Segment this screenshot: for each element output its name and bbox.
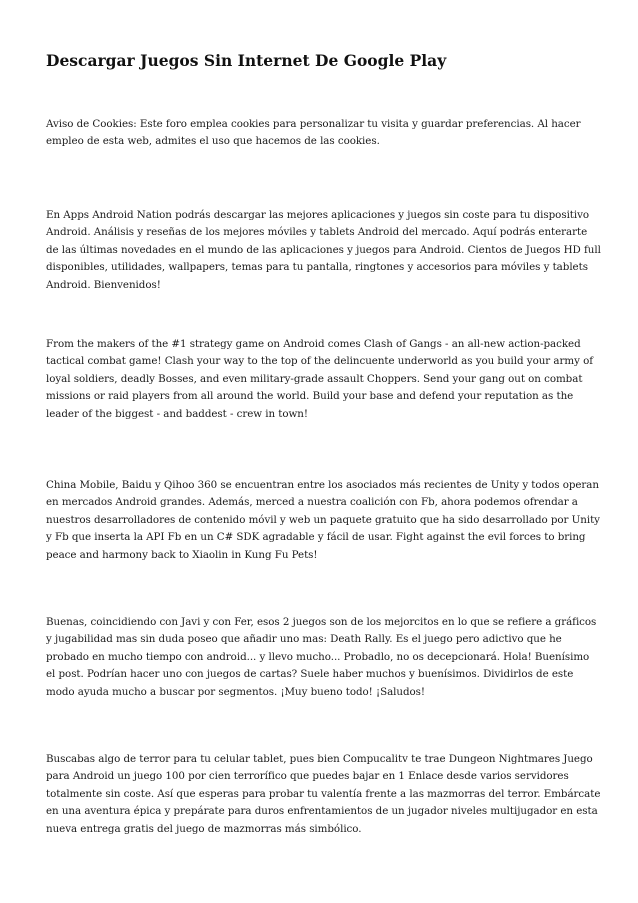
paragraph-unity-partners: China Mobile, Baidu y Qihoo 360 se encuentran entre los asociados más recientes de Unity y todos operan en mercados Android grandes. Además, merced a nuestra coalición con Fb, ahora podemos ofrendar a nuestros desarrolladores de contenido móvil y web un paquete gratuito que ha sido desarrollado por Unity y Fb que inserta la API Fb en un C# SDK agradable y fácil de usar. Fight against the evil forces to bring peace and harmony back to Xiaolin in Kung Fu Pets! <box>46 479 600 561</box>
paragraph-apps-android-nation: En Apps Android Nation podrás descargar las mejores aplicaciones y juegos sin coste para tu dispositivo Android. Análisis y reseñas de los mejores móviles y tablets Android del mercado. Aquí podrás enterarte de las últimas novedades en el mundo de las aplicaciones y juegos para Android. Cientos de Juegos HD full disponibles, utilidades, wallpapers, temas para tu pantalla, ringtones y accesorios para móviles y tablets Android. Bienvenidos! <box>46 209 601 291</box>
paragraph-clash-of-gangs: From the makers of the #1 strategy game on Android comes Clash of Gangs - an all-new action-packed tactical combat game! Clash your way to the top of the delincuente underworld as you build your army of loyal soldiers, deadly Bosses, and even military-grade assault Choppers. Send your gang out on combat missions or raid players from all around the world. Build your base and defend your reputation as the leader of the biggest - and baddest - crew in town! <box>46 338 593 420</box>
paragraph-dungeon-nightmares: Buscabas algo de terror para tu celular tablet, pues bien Compucalitv te trae Dungeon Nightmares Juego para Android un juego 100 por cien terrorífico que puedes bajar en 1 Enlace desde varios servidores totalmente sin coste. Así que esperas para probar tu valentía frente a las mazmorras del terror. Embárcate en una aventura épica y prepárate para duros enfrentamientos de un jugador niveles multijugador en esta nueva entrega gratis del juego de mazmorras más simbólico. <box>46 753 601 835</box>
paragraph-comment-death-rally: Buenas, coincidiendo con Javi y con Fer, esos 2 juegos son de los mejorcitos en lo que se refiere a gráficos y jugabilidad mas sin duda poseo que añadir uno mas: Death Rally. Es el juego pero adictivo que he probado en mucho tiempo con android... y llevo mucho... Probadlo, no os decepcionará. Hola! Buenísimo el post. Podrían hacer uno con juegos de cartas? Suele haber muchos y buenísimos. Dividirlos de este modo ayuda mucho a buscar por segmentos. ¡Muy bueno todo! ¡Saludos! <box>46 616 597 698</box>
paragraph-cookie-notice: Aviso de Cookies: Este foro emplea cookies para personalizar tu visita y guardar preferencias. Al hacer empleo de esta web, admites el uso que hacemos de las cookies. <box>46 118 581 148</box>
page-title: Descargar Juegos Sin Internet De Google Play <box>46 51 447 70</box>
